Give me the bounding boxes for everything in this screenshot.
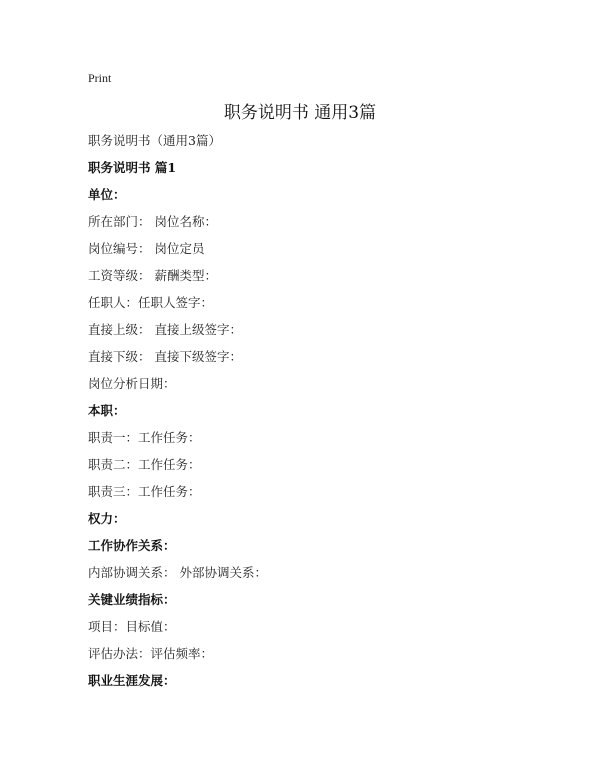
document-line: 职责二：工作任务：: [88, 457, 201, 472]
section-heading: 单位：: [88, 187, 126, 202]
document-line: 岗位编号： 岗位定员: [88, 241, 205, 256]
document-line: 内部协调关系： 外部协调关系：: [88, 565, 267, 580]
document-line: 职责三：工作任务：: [88, 484, 201, 499]
document-line: 岗位分析日期：: [88, 376, 176, 391]
section-heading: 工作协作关系：: [88, 538, 176, 553]
section-heading: 职业生涯发展：: [88, 673, 176, 688]
document-body: [88, 132, 548, 699]
section-heading: 权力：: [88, 511, 126, 526]
section-heading: 职务说明书 篇1: [88, 160, 177, 175]
print-link[interactable]: Print: [88, 71, 112, 85]
document-line: 职务说明书（通用3篇）: [88, 133, 221, 148]
document-line: 所在部门： 岗位名称：: [88, 214, 217, 229]
document-line: 直接上级： 直接上级签字：: [88, 322, 242, 337]
document-line: 项目：目标值：: [88, 619, 176, 634]
section-heading: 关键业绩指标：: [88, 592, 176, 607]
document-line: 任职人：任职人签字：: [88, 295, 214, 310]
page-title: 职务说明书 通用3篇: [223, 103, 377, 123]
document-line: 评估办法：评估频率：: [88, 646, 214, 661]
section-heading: 本职：: [88, 403, 126, 418]
document-line: 直接下级： 直接下级签字：: [88, 349, 242, 364]
document-line: 工资等级： 薪酬类型：: [88, 268, 217, 283]
document-line: 职责一：工作任务：: [88, 430, 201, 445]
